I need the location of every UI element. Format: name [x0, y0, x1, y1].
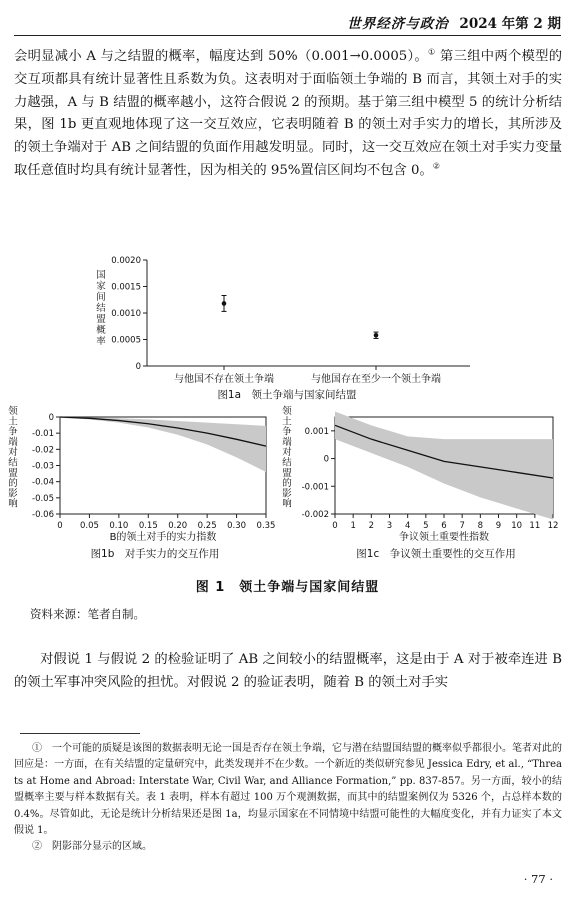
fig1a-caption: 图1a 领土争端与国家间结盟 — [217, 389, 357, 401]
fig1a-ylabel-char: 国 — [96, 270, 106, 281]
fig1b-ylabel-char: 响 — [8, 498, 18, 510]
fig1b-y-tick-label: -0.02 — [32, 445, 54, 456]
fig1c-ylabel-char: 端 — [282, 436, 292, 448]
footnote-ref-1[interactable]: ① — [428, 47, 436, 57]
figure-title: 图 1 领土争端与国家间结盟 — [195, 580, 380, 595]
fig1c-ylabel-char: 影 — [282, 488, 292, 500]
fig1b-x-tick-label: 0.15 — [138, 521, 158, 531]
fig1b-x-tick-label: 0.30 — [227, 521, 247, 531]
footnote-ref-2[interactable]: ② — [432, 161, 440, 171]
fig1c-x-tick-label: 9 — [495, 521, 502, 531]
paragraph-1-text: 会明显减小 A 与之结盟的概率，幅度达到 50%（0.001→0.0005）。 — [14, 49, 429, 64]
fig1a-ylabel-char: 盟 — [96, 314, 106, 325]
fig1a-y-tick-label: 0.0010 — [111, 309, 141, 319]
fig1b-ylabel-char: 结 — [8, 457, 18, 469]
fig1c-y-tick-label: -0.002 — [301, 510, 329, 520]
fig1c-ylabel-char: 的 — [282, 478, 292, 490]
fig1b-y-tick-label: -0.01 — [32, 429, 54, 440]
fig1c-x-tick-label: 6 — [441, 521, 447, 531]
fig1b-x-tick-label: 0 — [57, 521, 63, 531]
footnote-rule — [20, 733, 140, 734]
fig1b-x-tick-label: 0.10 — [109, 521, 129, 531]
fig1b-x-tick-label: 0.25 — [197, 521, 217, 531]
fig1c-y-tick-label: 0 — [323, 454, 329, 465]
fig1b-ylabel-char: 的 — [8, 478, 18, 490]
fig1b-xlabel: B的领土对手的实力指数 — [109, 532, 217, 543]
fig1a-ylabel-char: 间 — [96, 292, 106, 303]
fig1c-x-tick-label: 10 — [511, 521, 523, 531]
fig1a-y-tick-label: 0 — [135, 362, 141, 372]
issue-label: 2024 年第 2 期 — [459, 16, 561, 32]
fig1a-y-tick-label: 0.0005 — [111, 335, 141, 346]
fig1c-xlabel: 争议领土重要性指数 — [399, 532, 489, 543]
fig1c-x-tick-label: 2 — [368, 521, 375, 531]
fig1c-x-tick-label: 1 — [350, 521, 356, 531]
fig1b-ylabel-char: 领 — [8, 406, 18, 417]
fig1b-y-tick-label: 0 — [48, 413, 54, 423]
fig1c-x-tick-label: 5 — [423, 521, 429, 531]
fig1c-x-tick-label: 4 — [404, 521, 411, 531]
fig1c-ylabel-char: 盟 — [282, 467, 292, 479]
fig1c-y-tick-label: 0.001 — [304, 426, 329, 437]
fig1c-ylabel-char: 响 — [282, 498, 292, 510]
footnotes — [14, 741, 562, 856]
fig1a-ylabel-char: 家 — [96, 281, 106, 292]
fig1b-x-tick-label: 0.05 — [79, 521, 99, 531]
fig1b-ylabel-char: 影 — [8, 488, 18, 500]
fig1a-ylabel-char: 率 — [96, 336, 106, 347]
fig1c-x-tick-label: 3 — [386, 521, 393, 531]
fig1c-x-tick-label: 8 — [477, 521, 484, 531]
journal-brand: 世界经济与政治 — [347, 16, 449, 32]
fig1b-y-tick-label: -0.06 — [32, 510, 54, 520]
fig1b-ylabel-char: 争 — [8, 426, 18, 438]
fig1c-ylabel-char: 结 — [282, 457, 292, 469]
fig1b-x-tick-label: 0.20 — [168, 521, 188, 531]
fig1b-ylabel-char: 土 — [8, 416, 18, 428]
fig1b-y-tick-label: -0.04 — [32, 477, 54, 488]
fig1a-ylabel-char: 概 — [96, 325, 106, 336]
fig1b-caption: 图1b 对手实力的交互作用 — [90, 548, 220, 560]
fig1c-ylabel-char: 对 — [282, 447, 292, 459]
fig1b-ylabel-char: 端 — [8, 436, 18, 448]
fig1c-x-tick-label: 12 — [547, 521, 559, 531]
fig1a-x-tick-label: 与他国存在至少一个领土争端 — [311, 374, 441, 385]
paragraph-2-text: 对假说 1 与假说 2 的检验证明了 AB 之间较小的结盟概率，这是由于 A 对于被牵连进 B 的领土军事冲突风险的担忧。对假说 2 的验证表明，随着 B 的领土对手实 — [14, 652, 562, 690]
fig1c-ci-band — [335, 411, 553, 519]
fig1c-x-tick-label: 0 — [332, 521, 338, 531]
fig1b-ylabel-char: 对 — [8, 447, 18, 459]
fig1a-point — [222, 301, 227, 306]
page-number: · 77 · — [523, 872, 553, 886]
footnote-2: ② 阴影部分显示的区域。 — [32, 841, 152, 853]
fig1b-ylabel-char: 盟 — [8, 467, 18, 479]
fig1a-point — [374, 333, 379, 338]
fig1c-ylabel-char: 土 — [282, 416, 292, 428]
fig1b-y-tick-label: -0.05 — [32, 493, 54, 504]
fig1c-y-tick-label: -0.001 — [301, 482, 329, 493]
fig1b-y-tick-label: -0.03 — [32, 461, 54, 472]
fig1c-ylabel-char: 争 — [282, 426, 292, 438]
body-paragraph-2 — [14, 649, 562, 695]
fig1a-y-tick-label: 0.0020 — [111, 256, 141, 266]
fig1b-x-tick-label: 0.35 — [256, 521, 276, 531]
footnote-1: ① 一个可能的质疑是该图的数据表明无论一国是否存在领土争端，它与潜在结盟国结盟的概率似乎都很小。笔者对此的回应是：一方面，在有关结盟的定量研究中，此类发现并不在少数。一个新近的类似研究参见 Jessica Edry, et al., “Threats at Home and Abroad: Interstate War, Civil War, and Alliance Formation,” pp. 837-857。另一方面，较小的结盟概率主要与样本数据有关。表 1 表明，样本有超过 100 万个观测数据，而其中的结盟案例仅为 5326 个，占总样本数的 0.4%。尽管如此，无论是统计分析结果还是图 1a，均显示国家在不同情境中结盟可能性的大幅度变化，并有力证实了本文假说 1。 — [14, 743, 562, 837]
fig1a-x-tick-label: 与他国不存在领土争端 — [174, 374, 274, 385]
fig1a-ylabel-char: 结 — [96, 303, 106, 314]
figure-source: 资料来源：笔者自制。 — [30, 607, 145, 621]
fig1c-ylabel-char: 领 — [282, 406, 292, 417]
fig1a-y-tick-label: 0.0015 — [111, 282, 141, 293]
fig1c-x-tick-label: 7 — [459, 521, 465, 531]
paragraph-1-text-2: 第三组中两个模型的交互项都具有统计显著性且系数为负。这表明对于面临领土争端的 B 而言，其领土对手的实力越强，A 与 B 结盟的概率越小，这符合假说 2 的预期。基于第三组中模型 5 的统计分析结果，图 1b 更直观地体现了这一交互效应，它表明随着 B 的领土对手实力的增长，其所涉及的领土争端对于 AB 之间结盟的负面作用越发明显。同时，这一交互效应在领土对手实力变量取任意值时均具有统计显著性，因为相关的 95%置信区间均不包含 0。 — [14, 49, 563, 178]
fig1c-caption: 图1c 争议领土重要性的交互作用 — [356, 548, 516, 560]
fig1c-x-tick-label: 11 — [529, 521, 541, 531]
